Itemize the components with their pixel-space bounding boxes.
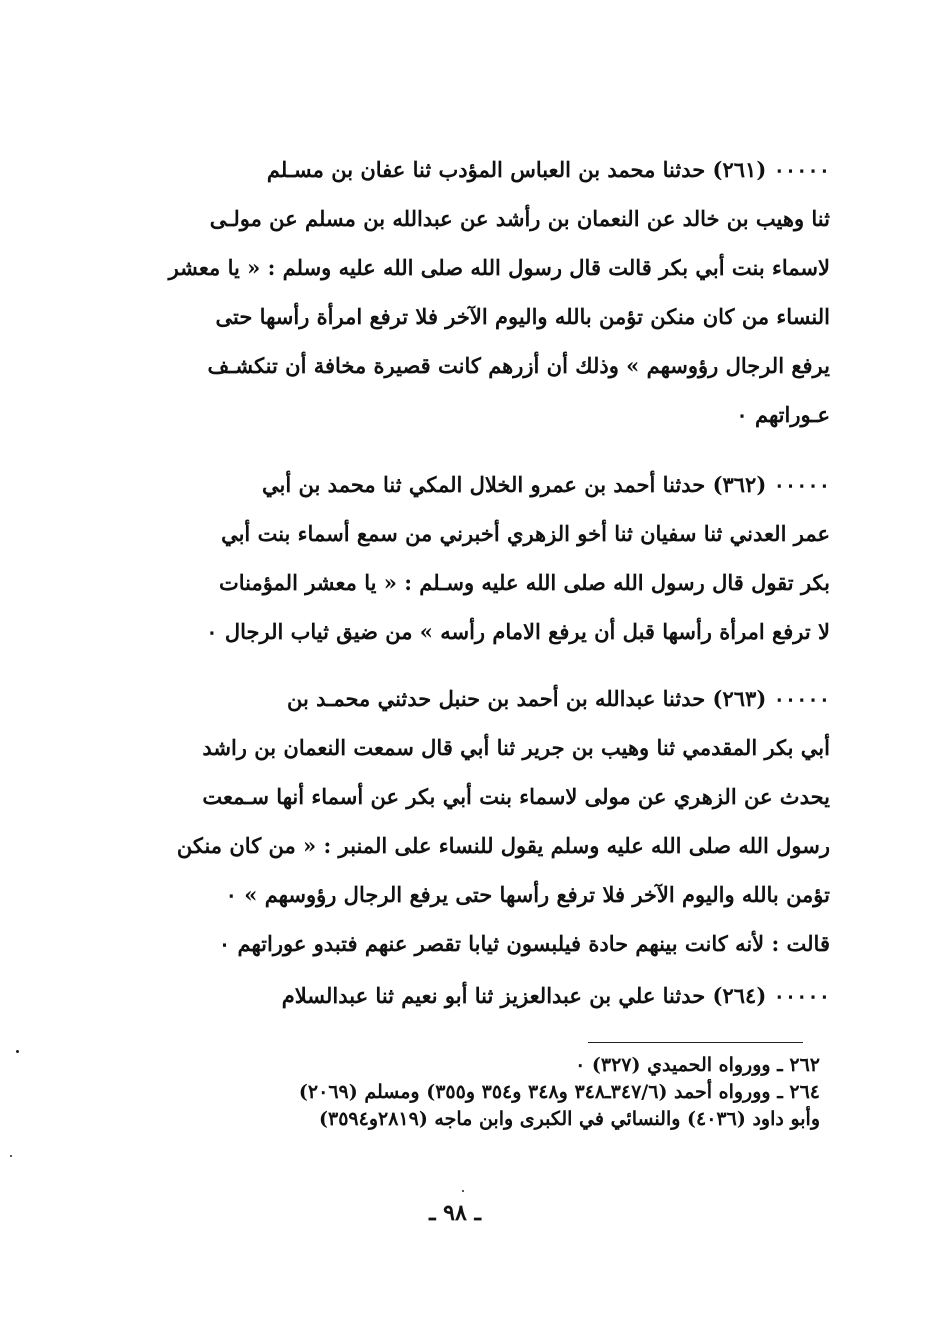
text-line: ٠٠٠٠٠ (٣٦٢) حدثنا أحمد بن عمرو الخلال المكي ثنا محمد بن أبي — [262, 472, 830, 497]
footnote-line: ٢٦٤ ـ وورواه أحمد (٣٤٧/٦ـ٣٤٨ و٣٤٨ و٣٥٤ و٣٥٥) ومسلم (٢٠٦٩) — [298, 1081, 820, 1103]
text-line: ٠٠٠٠٠ (٢٦٤) حدثنا علي بن عبدالعزيز ثنا أبو نعيم ثنا عبدالسلام — [281, 983, 830, 1008]
footnote-divider — [588, 1042, 803, 1043]
scan-speck — [462, 1190, 464, 1192]
text-line: لا ترفع امرأة رأسها قبل أن يرفع الامام رأسه » من ضيق ثياب الرجال ٠ — [206, 619, 830, 644]
footnotes — [100, 1052, 820, 1133]
text-line: قالت : لأنه كانت بينهم حادة فيلبسون ثيابا تقصر عنهم فتبدو عوراتهم ٠ — [218, 931, 830, 956]
text-line: لاسماء بنت أبي بكر قالت قال رسول الله صلى الله عليه وسلم : « يا معشر — [168, 255, 830, 280]
text-line: رسول الله صلى الله عليه وسلم يقول للنساء على المنبر : « من كان منكن — [176, 833, 830, 858]
text-line: ٠٠٠٠٠ (٢٦٣) حدثنا عبدالله بن أحمد بن حنبل حدثني محمـد بن — [287, 686, 830, 711]
text-line: تؤمن بالله واليوم الآخر فلا ترفع رأسها حتى يرفع الرجال رؤوسهم » ٠ — [225, 882, 830, 907]
footnote-line: وأبو داود (٤٠٣٦) والنسائي في الكبرى وابن ماجه (٢٨١٩و٣٥٩٤) — [318, 1108, 820, 1130]
text-line: عـوراتهم ٠ — [736, 402, 830, 427]
text-line: أبي بكر المقدمي ثنا وهيب بن جرير ثنا أبي قال سمعت النعمان بن راشد — [202, 735, 830, 760]
hadith-262 — [112, 460, 830, 656]
text-line: عمر العدني ثنا سفيان ثنا أخو الزهري أخبرني من سمع أسماء بنت أبي — [221, 521, 830, 546]
scan-speck — [16, 1050, 19, 1053]
scan-speck — [10, 1155, 12, 1157]
text-line: النساء من كان منكن تؤمن بالله واليوم الآخر فلا ترفع امرأة رأسها حتى — [215, 304, 830, 329]
text-line: يرفع الرجال رؤوسهم » وذلك أن أزرهم كانت قصيرة مخافة أن تنكشـف — [207, 353, 830, 378]
text-line: بكر تقول قال رسول الله صلى الله عليه وسـلم : « يا معشر المؤمنات — [218, 570, 830, 595]
text-line: ثنا وهيب بن خالد عن النعمان بن رأشد عن عبدالله بن مسلم عن مولـى — [209, 206, 830, 231]
hadith-263 — [112, 674, 830, 968]
hadith-264 — [112, 971, 830, 1020]
page-number: ـ ٩٨ ـ — [429, 1200, 481, 1226]
footnote-line: ٢٦٢ ـ وورواه الحميدي (٣٢٧) ٠ — [575, 1054, 820, 1076]
hadith-261 — [112, 145, 830, 439]
text-line: يحدث عن الزهري عن مولى لاسماء بنت أبي بكر عن أسماء أنها سـمعت — [202, 784, 830, 809]
text-line: ٠٠٠٠٠ (٢٦١) حدثنا محمد بن العباس المؤدب ثنا عفان بن مسـلم — [266, 157, 830, 182]
